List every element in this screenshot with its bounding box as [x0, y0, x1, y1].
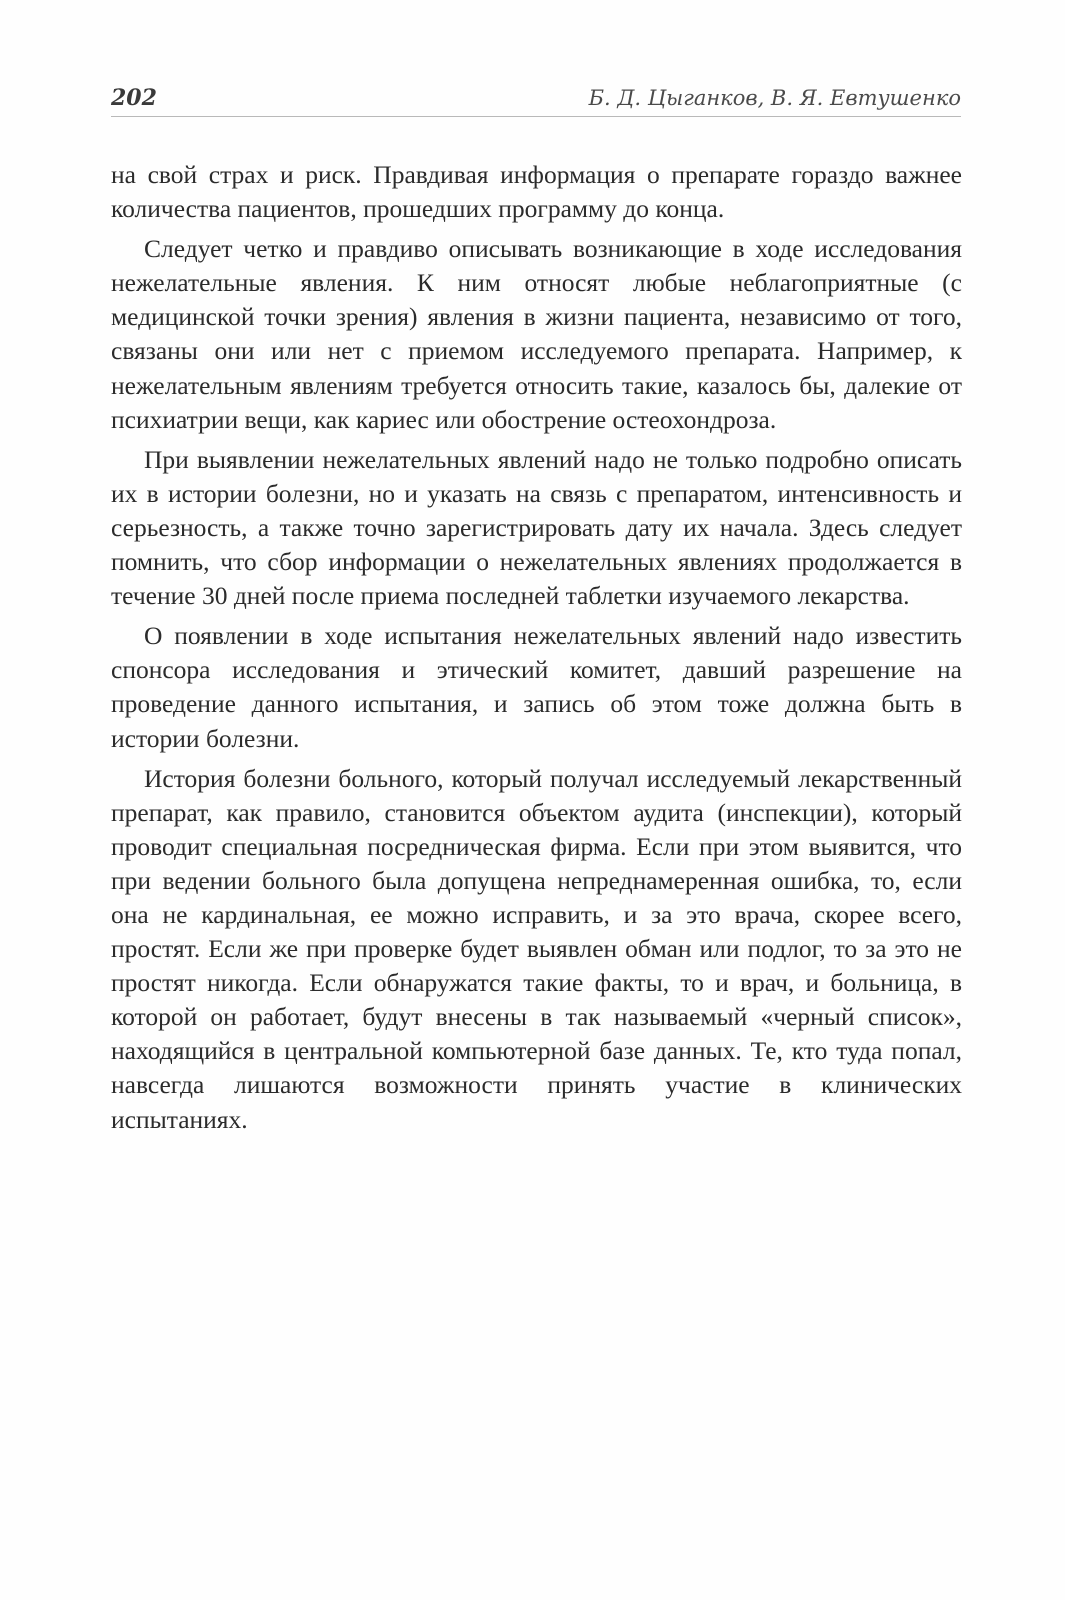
running-head — [111, 82, 961, 117]
paragraph: О появлении в ходе испытания нежелательных явлений надо известить спонсора исследования и этический комитет, давший разрешение на проведение данного испытания, и запись об этом тоже должна быть в истории болезни. — [111, 621, 962, 753]
paragraph: Следует четко и правдиво описывать возникающие в ходе исследования нежелательные явления. К ним относят любые неблагоприятные (с медицинской точки зрения) явления в жизни пациента, независимо от того, связаны они или нет с приемом исследуемого препарата. Например, к нежелательным явлениям требуется относить такие, казалось бы, далекие от психиатрии вещи, как кариес или обострение остеохондроза. — [111, 234, 962, 434]
running-head-authors: Б. Д. Цыганков, В. Я. Евтушенко — [588, 86, 961, 110]
paragraph: При выявлении нежелательных явлений надо не только подробно описать их в истории болезни, но и указать на связь с препаратом, интенсивность и серьезность, а также точно зарегистрировать дату их начала. Здесь следует помнить, что сбор информации о нежелательных явлениях продолжается в течение 30 дней после приема последней таблетки изучаемого лекарства. — [111, 444, 962, 611]
paragraph: История болезни больного, который получал исследуемый лекарственный препарат, как правило, становится объектом аудита (инспекции), который проводит специальная посредническая фирма. Если при этом выявится, что при ведении больного была допущена непреднамеренная ошибка, то, если она не кардинальная, ее можно исправить, и за это врача, скорее всего, простят. Если же при проверке будет выявлен обман или подлог, то за это не простят никогда. Если обнаружатся такие факты, то и врач, и больница, в которой он работает, будут внесены в так называемый «черный список», находящийся в центральной компьютерной базе данных. Те, кто туда попал, навсегда лишаются возможности принять участие в клинических испытаниях. — [111, 763, 962, 1134]
page-number: 202 — [111, 85, 157, 111]
body-text — [111, 158, 962, 1143]
paragraph: на свой страх и риск. Правдивая информация о препарате гораздо важнее количества пациентов, прошедших программу до конца. — [111, 160, 962, 224]
